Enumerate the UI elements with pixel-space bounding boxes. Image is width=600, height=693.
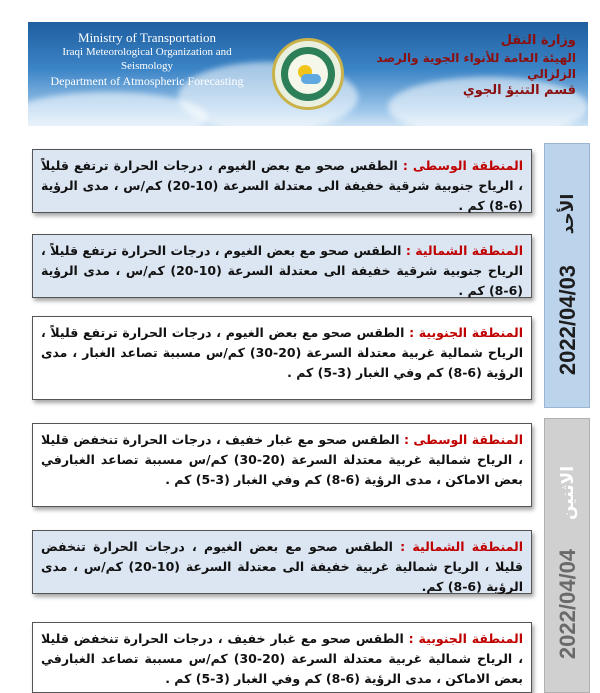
forecast-text: الطقس صحو مع غبار خفيف ، درجات الحرارة تنخفض قليلا ، الرياح شمالية غربية معتدلة السرعة (20-30) كم/س مسببة تصاعد الغبارفي بعض الاماكن ، مدى الرؤية (6-8) كم وفي الغبار (3-5) كم . [41, 432, 523, 487]
english-title [42, 30, 252, 89]
forecast-north-day2 [32, 530, 532, 594]
forecast-north-day1 [32, 234, 532, 298]
arabic-title [346, 32, 576, 99]
forecast-central-day2 [32, 423, 532, 507]
department-name-ar: قسم التنبؤ الجوي [462, 82, 576, 98]
day-date: 2022/04/03 [555, 264, 580, 376]
region-label: المنطقة الشمالية : [400, 539, 523, 554]
region-label: المنطقة الوسطى : [403, 432, 523, 447]
forecast-text: الطقس صحو مع بعض الغيوم ، درجات الحرارة ترتفع قليلاً ، الرياح شمالية غربية معتدلة السرعة (20-30) كم/س مسببة تصاعد الغبار ، مدى الرؤية (6-8) كم وفي الغبار (3-5) كم . [41, 325, 523, 380]
day-bar-sunday [544, 143, 590, 408]
ministry-name-ar: وزارة النقل [500, 33, 576, 48]
forecast-central-day1 [32, 149, 532, 213]
day-name: الأحد [558, 193, 578, 235]
ministry-name-en: Ministry of Transportation [78, 30, 216, 45]
forecast-text: الطقس صحو مع بعض الغيوم ، درجات الحرارة ترتفع قليلاً ، الرياح جنوبية شرقية خفيفة الى معتدلة السرعة (10-20) كم/س ، مدى الرؤية (6-8) كم . [41, 243, 523, 298]
region-label: المنطقة الشمالية : [405, 243, 523, 258]
forecast-text: الطقس صحو مع غبار خفيف ، درجات الحرارة تنخفض قليلا ، الرياح شمالية غربية معتدلة السرعة (20-30) كم/س مسببة تصاعد الغبارفي بعض الاماكن ، مدى الرؤية (6-8) كم وفي الغبار (3-5) كم . [41, 631, 523, 686]
region-label: المنطقة الجنوبية : [408, 631, 523, 646]
department-name-en: Department of Atmospheric Forecasting [50, 73, 244, 88]
day-bar-monday [544, 418, 590, 693]
organization-name-en: Iraqi Meteorological Organization and Seismology [62, 46, 232, 72]
organization-logo-icon [272, 38, 344, 110]
organization-name-ar: الهيئة العامة للأنواء الجوية والرصد الزلزالي [376, 50, 576, 81]
region-label: المنطقة الوسطى : [402, 158, 523, 173]
forecast-text: الطقس صحو مع بعض الغيوم ، درجات الحرارة ترتفع قليلاً ، الرياح جنوبية شرقية خفيفة الى معتدلة السرعة (10-20) كم/س ، مدى الرؤية (6-8) كم . [41, 158, 524, 213]
header-banner [28, 22, 588, 126]
region-label: المنطقة الجنوبية : [409, 325, 523, 340]
day-date: 2022/04/04 [555, 548, 580, 660]
day-name: الاثنين [558, 465, 578, 521]
forecast-text: الطقس صحو مع بعض الغيوم ، درجات الحرارة تنخفض قليلا ، الرياح شمالية غربية خفيفة الى معتدلة السرعة (10-20) كم/س ، مدى الرؤية (6-8) كم. [41, 539, 523, 594]
forecast-south-day1 [32, 316, 532, 400]
forecast-south-day2 [32, 622, 532, 693]
